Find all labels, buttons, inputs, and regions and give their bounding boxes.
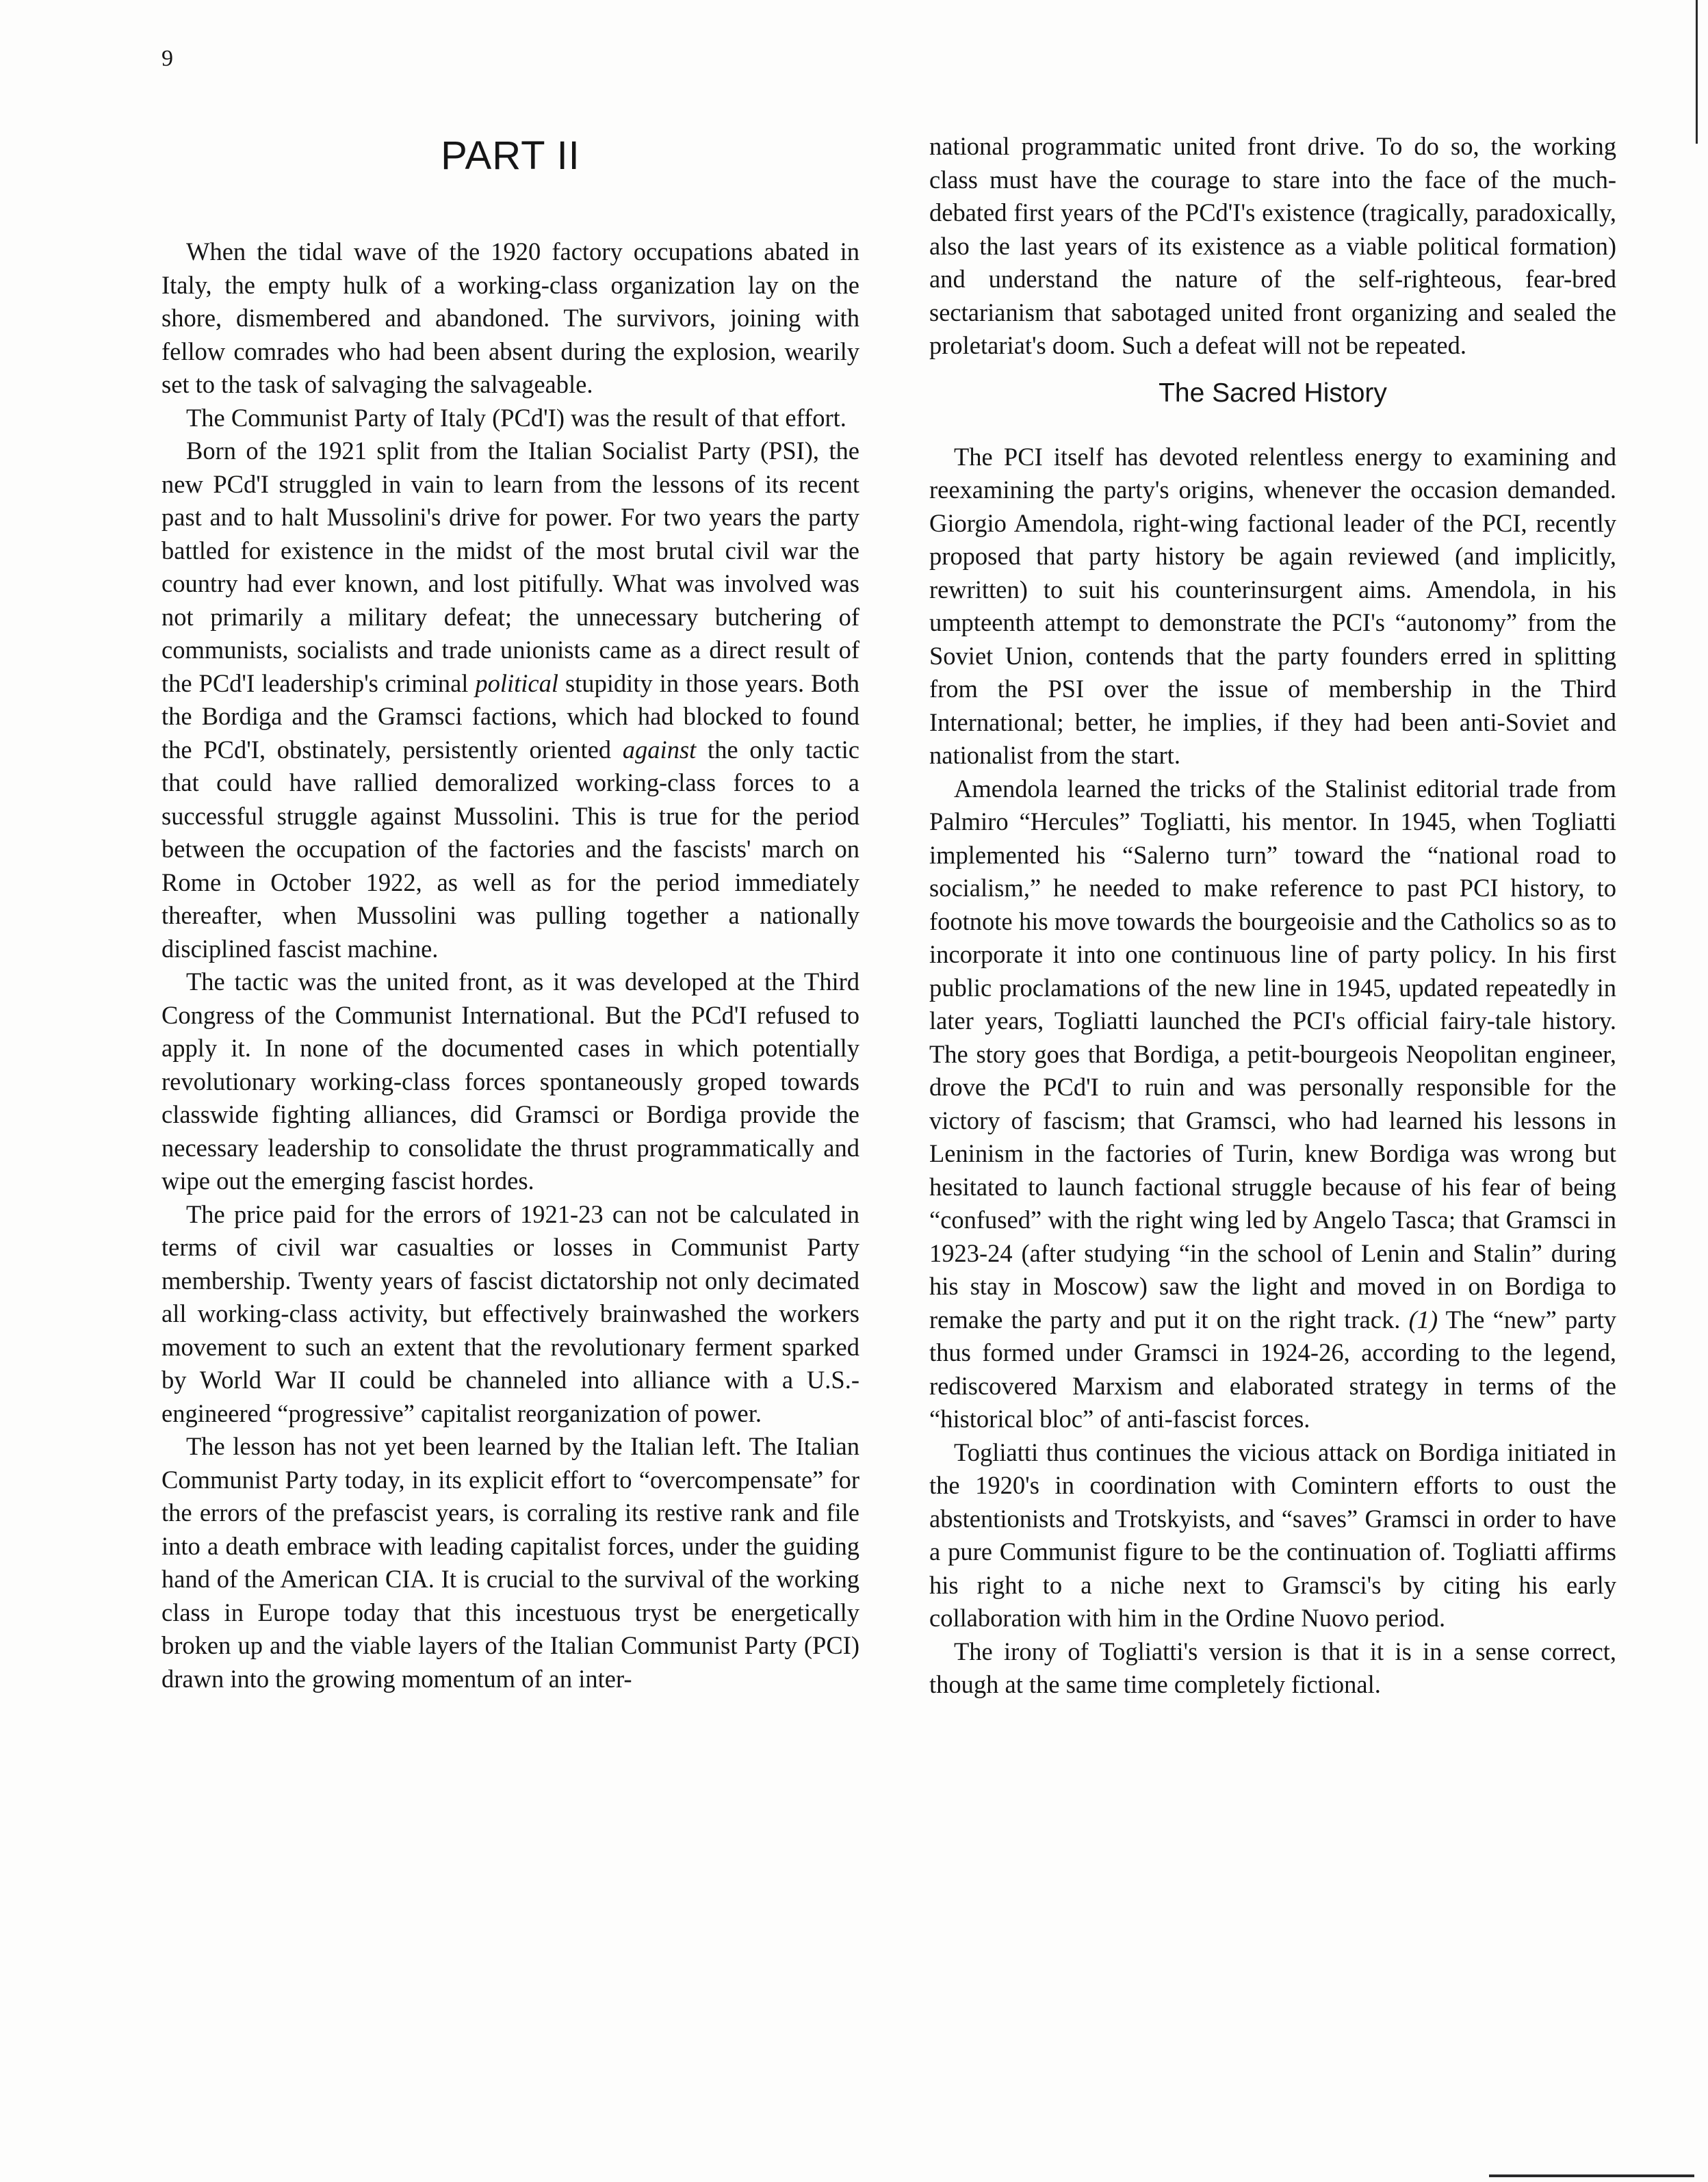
text-run: Amendola learned the tricks of the Stalinist editorial trade from Palmiro “Hercules” Togliatti, his mentor. In 1945, when Togliatti implemented his “Salerno turn” toward the “national road to socialism,” he needed to make reference to past PCI history, to footnote his move towards the bourgeoisie and the Catholics so as to incorporate it into one continuous line of party policy. In his first public proclamations of the new line in 1945, updated repeatedly in later years, Togliatti launched the PCI's official fairy-tale history. The story goes that Bordiga, a petit-bourgeois Neopolitan engineer, drove the PCd'I to ruin and was personally responsible for the victory of fascism; that Gramsci, who had learned his lessons in Leninism in the factories of Turin, knew Bordiga was wrong but hesitated to launch factional struggle because of his fear of being “confused” with the right wing led by Angelo Tasca; that Gramsci in 1923-24 (after studying “in the school of Lenin and Stalin” during his stay in Moscow) saw the light and moved in on Bordiga to remake the party and put it on the right track. <box>929 774 1616 1334</box>
paragraph: The irony of Togliatti's version is that it is in a sense correct, though at the same time completely fictional. <box>929 1637 1616 1698</box>
text-run: stupidity in those years. Both the Bordiga and the Gramsci factions, which had blocked to found the PCd'I, obstinately, persistently oriented <box>161 668 860 764</box>
part-title: PART II <box>441 133 580 178</box>
paragraph: The Communist Party of Italy (PCd'I) was the result of that effort. <box>186 403 846 432</box>
section-heading: The Sacred History <box>1159 378 1387 408</box>
emphasis-text: political <box>475 668 559 697</box>
emphasis-text: against <box>622 735 697 764</box>
right-column <box>929 130 1616 1702</box>
scan-margin-line <box>1696 0 1698 144</box>
paragraph: The lesson has not yet been learned by the Italian left. The Italian Communist Party today, in its explicit effort to “overcompensate” for the errors of the prefascist years, is corraling its restive rank and file into a death embrace with leading capitalist forces, under the guiding hand of the American CIA. It is crucial to the survival of the working class in Europe today that this incestuous tryst be energetically broken up and the viable layers of the Italian Communist Party (PCI) drawn into the growing momentum of an inter- <box>161 1432 859 1693</box>
paragraph: The PCI itself has devoted relentless energy to examining and reexamining the party's origins, whenever the occasion demanded. Giorgio Amendola, right-wing factional leader of the PCI, recently proposed that party history be again reviewed (and implicitly, rewritten) to suit his counterinsurgent aims. Amendola, in his umpteenth attempt to demonstrate the PCI's “autonomy” from the Soviet Union, contends that the party founders erred in splitting from the PSI over the issue of membership in the Third International; better, he implies, if they had been anti-Soviet and nationalist from the start. <box>929 442 1616 769</box>
page-number: 9 <box>161 46 173 71</box>
paragraph <box>929 772 1616 1436</box>
scan-bottom-rule <box>1489 2174 1694 2177</box>
text-run: the only tactic that could have rallied demoralized working-class forces to a successful struggle against Mussolini. This is true for the period between the occupation of the factories and the fascists' march on Rome in October 1922, as well as for the period immediately thereafter, when Mussolini was pulling together a nationally disciplined fascist machine. <box>161 735 859 963</box>
footnote-reference: (1) <box>1408 1305 1438 1334</box>
left-column <box>161 235 859 1696</box>
text-run: The “new” party thus formed under Gramsci in 1924-26, according to the legend, rediscovered Marxism and elaborated strategy in terms of the “historical bloc” of anti-fascist forces. <box>929 1305 1616 1433</box>
paragraph: The tactic was the united front, as it was developed at the Third Congress of the Communist International. But the PCd'I refused to apply it. In none of the documented cases in which potentially revolutionary working-class forces spontaneously groped towards classwide fighting alliances, did Gramsci or Bordiga provide the necessary leadership to consolidate the thrust programmatically and wipe out the emerging fascist hordes. <box>161 967 859 1195</box>
paragraph <box>161 434 859 965</box>
paragraph: When the tidal wave of the 1920 factory occupations abated in Italy, the empty hulk of a working-class organization lay on the shore, dismembered and abandoned. The survivors, joining with fellow comrades who had been absent during the explosion, wearily set to the task of salvaging the salvageable. <box>161 237 859 398</box>
paragraph: Togliatti thus continues the vicious attack on Bordiga initiated in the 1920's in coordination with Comintern efforts to oust the abstentionists and Trotskyists, and “saves” Gramsci in order to have a pure Communist figure to be the continuation of. Togliatti affirms his right to a niche next to Gramsci's by citing his early collaboration with him in the Ordine Nuovo period. <box>929 1438 1616 1632</box>
paragraph: national programmatic united front drive. To do so, the working class must have the courage to stare into the face of the much-debated first years of the PCd'I's existence (tragically, paradoxically, also the last years of its existence as a viable political formation) and understand the nature of the self-righteous, fear-bred sectarianism that sabotaged united front organizing and sealed the proletariat's doom. Such a defeat will not be repeated. <box>929 132 1616 359</box>
text-run: Born of the 1921 split from the Italian Socialist Party (PSI), the new PCd'I struggled in vain to learn from the lessons of its recent past and to halt Mussolini's drive for power. For two years the party battled for existence in the midst of the most brutal civil war the country had ever known, and lost pitifully. What was involved was not primarily a military defeat; the unnecessary butchering of communists, socialists and trade unionists came as a direct result of the PCd'I leadership's criminal <box>161 437 859 697</box>
paragraph: The price paid for the errors of 1921-23 can not be calculated in terms of civil war casualties or losses in Communist Party membership. Twenty years of fascist dictatorship not only decimated all working-class activity, but effectively brainwashed the workers movement to such an extent that the revolutionary ferment sparked by World War II could be channeled into alliance with a U.S.-engineered “progressive” capitalist reorganization of power. <box>161 1199 859 1427</box>
